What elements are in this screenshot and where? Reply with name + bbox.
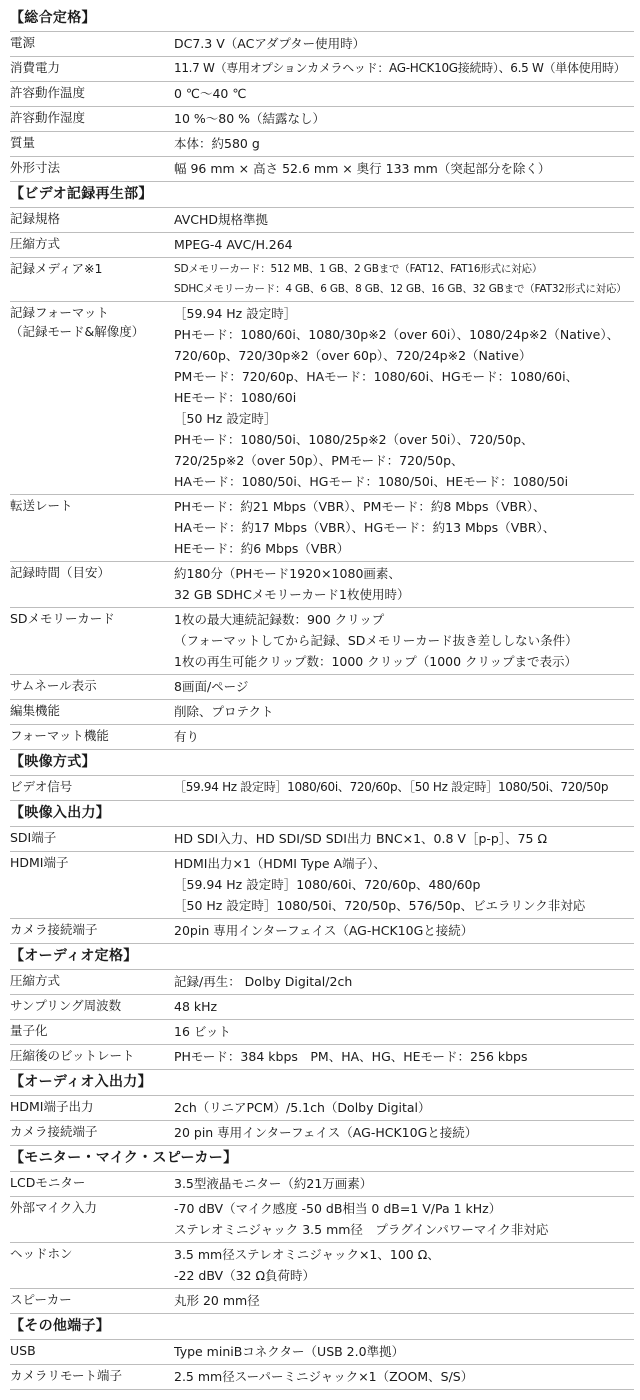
- spec-row: [10, 57, 634, 82]
- spec-label: 量子化: [10, 1023, 48, 1038]
- spec-value: AVCHD規格準拠: [174, 212, 269, 227]
- spec-section: [10, 801, 634, 944]
- spec-label: スピーカー: [10, 1292, 72, 1307]
- spec-label: サンプリング周波数: [10, 998, 122, 1013]
- spec-value: 10 %〜80 %（結露なし）: [174, 111, 326, 126]
- spec-value: 3.5 mm径ステレオミニジャック×1、100 Ω、 -22 dBV（32 Ω負荷時）: [174, 1247, 440, 1283]
- spec-row: [10, 725, 634, 750]
- spec-section: [10, 1070, 634, 1146]
- spec-row: [10, 995, 634, 1020]
- spec-row: [10, 82, 634, 107]
- spec-label: 消費電力: [10, 60, 61, 75]
- spec-row: [10, 827, 634, 852]
- section-heading: 【ビデオ記録再生部】: [10, 182, 634, 208]
- spec-value: DC7.3 V（ACアダプター使用時）: [174, 36, 366, 51]
- spec-label: 記録時間（目安）: [10, 565, 111, 580]
- spec-value: 丸形 20 mm径: [174, 1293, 260, 1308]
- section-heading: 【映像入出力】: [10, 801, 634, 827]
- spec-value: 幅 96 mm × 高さ 52.6 mm × 奥行 133 mm（突起部分を除く）: [174, 161, 551, 176]
- spec-section: [10, 750, 634, 801]
- spec-value: 1枚の最大連続記録数：900 クリップ （フォーマットしてから記録、SDメモリーカード抜き差ししない条件） 1枚の再生可能クリップ数：1000 クリップ（1000 クリップまで表示）: [174, 612, 578, 669]
- spec-label: 電源: [10, 35, 36, 50]
- spec-label: ビデオ信号: [10, 779, 73, 794]
- spec-value: HDMI出力×1（HDMI Type A端子）、 ［59.94 Hz 設定時］1080/60i、720/60p、480/60p ［50 Hz 設定時］1080/50i、720/50p、576/50p、ビエラリンク非対応: [174, 856, 586, 913]
- spec-section: [10, 1146, 634, 1314]
- spec-value: PHモード：約21 Mbps（VBR）、PMモード：約8 Mbps（VBR）、 HAモード：約17 Mbps（VBR）、HGモード：約13 Mbps（VBR）、 HEモード：約6 Mbps（VBR）: [174, 499, 556, 556]
- spec-label: 記録フォーマット （記録モード&解像度）: [10, 305, 145, 339]
- spec-row: [10, 1121, 634, 1146]
- spec-row: [10, 1172, 634, 1197]
- spec-section: [10, 6, 634, 182]
- spec-value: 有り: [174, 729, 200, 744]
- section-heading: 【オーディオ入出力】: [10, 1070, 634, 1096]
- spec-value: ［59.94 Hz 設定時］1080/60i、720/60p、［50 Hz 設定時］1080/50i、720/50p: [174, 780, 609, 794]
- spec-row: [10, 852, 634, 919]
- spec-row: [10, 675, 634, 700]
- spec-label: 記録メディア※1: [10, 261, 103, 276]
- spec-value: SDメモリーカード：512 MB、1 GB、2 GBまで（FAT12、FAT16形式に対応） SDHCメモリーカード：4 GB、6 GB、8 GB、12 GB、16 GB、32 GBまで（FAT32形式に対応）: [174, 263, 627, 295]
- spec-row: [10, 1096, 634, 1121]
- spec-value: 3.5型液晶モニター（約21万画素）: [174, 1176, 373, 1191]
- spec-label: 外部マイク入力: [10, 1200, 98, 1215]
- spec-row: [10, 107, 634, 132]
- spec-value: PHモード：384 kbps PM、HA、HG、HEモード：256 kbps: [174, 1049, 528, 1064]
- spec-label: 圧縮方式: [10, 236, 61, 251]
- spec-value: -70 dBV（マイク感度 -50 dB相当 0 dB=1 V/Pa 1 kHz） ステレオミニジャック 3.5 mm径 プラグインパワーマイク非対応: [174, 1201, 549, 1237]
- spec-row: [10, 132, 634, 157]
- spec-section: [10, 1314, 634, 1390]
- spec-value: Type miniBコネクター（USB 2.0準拠）: [174, 1344, 405, 1359]
- spec-value: MPEG-4 AVC/H.264: [174, 237, 293, 252]
- spec-section: [10, 182, 634, 750]
- spec-label: USB: [10, 1343, 36, 1358]
- spec-row: [10, 1045, 634, 1070]
- spec-label: 編集機能: [10, 703, 61, 718]
- spec-label: 許容動作温度: [10, 85, 86, 100]
- spec-value: 2.5 mm径スーパーミニジャック×1（ZOOM、S/S）: [174, 1369, 474, 1384]
- section-heading: 【総合定格】: [10, 6, 634, 32]
- spec-row: [10, 970, 634, 995]
- spec-label: HDMI端子出力: [10, 1099, 94, 1114]
- spec-row: [10, 1197, 634, 1243]
- spec-value: 20pin 専用インターフェイス（AG-HCK10Gと接続）: [174, 923, 474, 938]
- spec-row: [10, 258, 634, 302]
- spec-label: フォーマット機能: [10, 728, 109, 743]
- spec-value: 本体：約580 g: [174, 136, 260, 151]
- spec-section: [10, 944, 634, 1070]
- section-heading: 【その他端子】: [10, 1314, 634, 1340]
- spec-label: 外形寸法: [10, 160, 61, 175]
- spec-row: [10, 919, 634, 944]
- spec-label: ヘッドホン: [10, 1246, 73, 1261]
- spec-label: 記録規格: [10, 211, 61, 226]
- spec-value: 11.7 W（専用オプションカメラヘッド：AG-HCK10G接続時）、6.5 W（単体使用時）: [174, 61, 626, 75]
- spec-label: カメラリモート端子: [10, 1368, 123, 1383]
- spec-row: [10, 1020, 634, 1045]
- spec-row: [10, 32, 634, 57]
- spec-row: [10, 608, 634, 675]
- spec-label: 圧縮後のビットレート: [10, 1048, 135, 1063]
- spec-value: ［59.94 Hz 設定時］ PHモード：1080/60i、1080/30p※2（over 60i）、1080/24p※2（Native）、 720/60p、720/30p※2（over 60p）、720/24p※2（Native） PMモード：720/60p、HAモード：1080/60i、HGモード：1080/60i、 HEモード：1080/60i ［50 Hz 設定時］ PHモード：1080/50i、1080/25p※2（over 50i）、720/50p、 720/25p※2（over 50p）、PMモード：720/50p、 HAモード：1080/50i、HGモード：1080/50i、HEモード：1080/50i: [174, 306, 620, 489]
- spec-value: 約180分（PHモード1920×1080画素、 32 GB SDHCメモリーカード1枚使用時）: [174, 566, 410, 602]
- spec-row: [10, 233, 634, 258]
- section-heading: 【オーディオ定格】: [10, 944, 634, 970]
- spec-value: 48 kHz: [174, 999, 218, 1014]
- spec-row: [10, 1289, 634, 1314]
- spec-value: 削除、プロテクト: [174, 704, 274, 719]
- section-heading: 【映像方式】: [10, 750, 634, 776]
- spec-label: 転送レート: [10, 498, 73, 513]
- spec-label: LCDモニター: [10, 1175, 86, 1190]
- spec-row: [10, 208, 634, 233]
- spec-label: カメラ接続端子: [10, 922, 98, 937]
- spec-value: 2ch（リニアPCM）/5.1ch（Dolby Digital）: [174, 1100, 431, 1115]
- spec-label: 許容動作湿度: [10, 110, 86, 125]
- spec-value: 記録/再生： Dolby Digital/2ch: [174, 974, 353, 989]
- spec-row: [10, 776, 634, 801]
- spec-label: HDMI端子: [10, 855, 69, 870]
- spec-row: [10, 1340, 634, 1365]
- spec-label: SDメモリーカード: [10, 611, 115, 626]
- spec-value: 16 ビット: [174, 1024, 231, 1039]
- spec-row: [10, 302, 634, 495]
- section-heading: 【モニター・マイク・スピーカー】: [10, 1146, 634, 1172]
- spec-row: [10, 1365, 634, 1390]
- spec-label: SDI端子: [10, 830, 57, 845]
- spec-row: [10, 157, 634, 182]
- spec-row: [10, 1243, 634, 1289]
- spec-value: HD SDI入力、HD SDI/SD SDI出力 BNC×1、0.8 V［p-p］、75 Ω: [174, 831, 547, 846]
- spec-value: 20 pin 専用インターフェイス（AG-HCK10Gと接続）: [174, 1125, 478, 1140]
- spec-row: [10, 700, 634, 725]
- spec-label: 圧縮方式: [10, 973, 61, 988]
- spec-label: サムネール表示: [10, 678, 97, 693]
- spec-label: 質量: [10, 135, 36, 150]
- spec-row: [10, 495, 634, 562]
- spec-value: 0 ℃〜40 ℃: [174, 86, 247, 101]
- spec-value: 8画面/ページ: [174, 679, 249, 694]
- spec-row: [10, 562, 634, 608]
- spec-label: カメラ接続端子: [10, 1124, 98, 1139]
